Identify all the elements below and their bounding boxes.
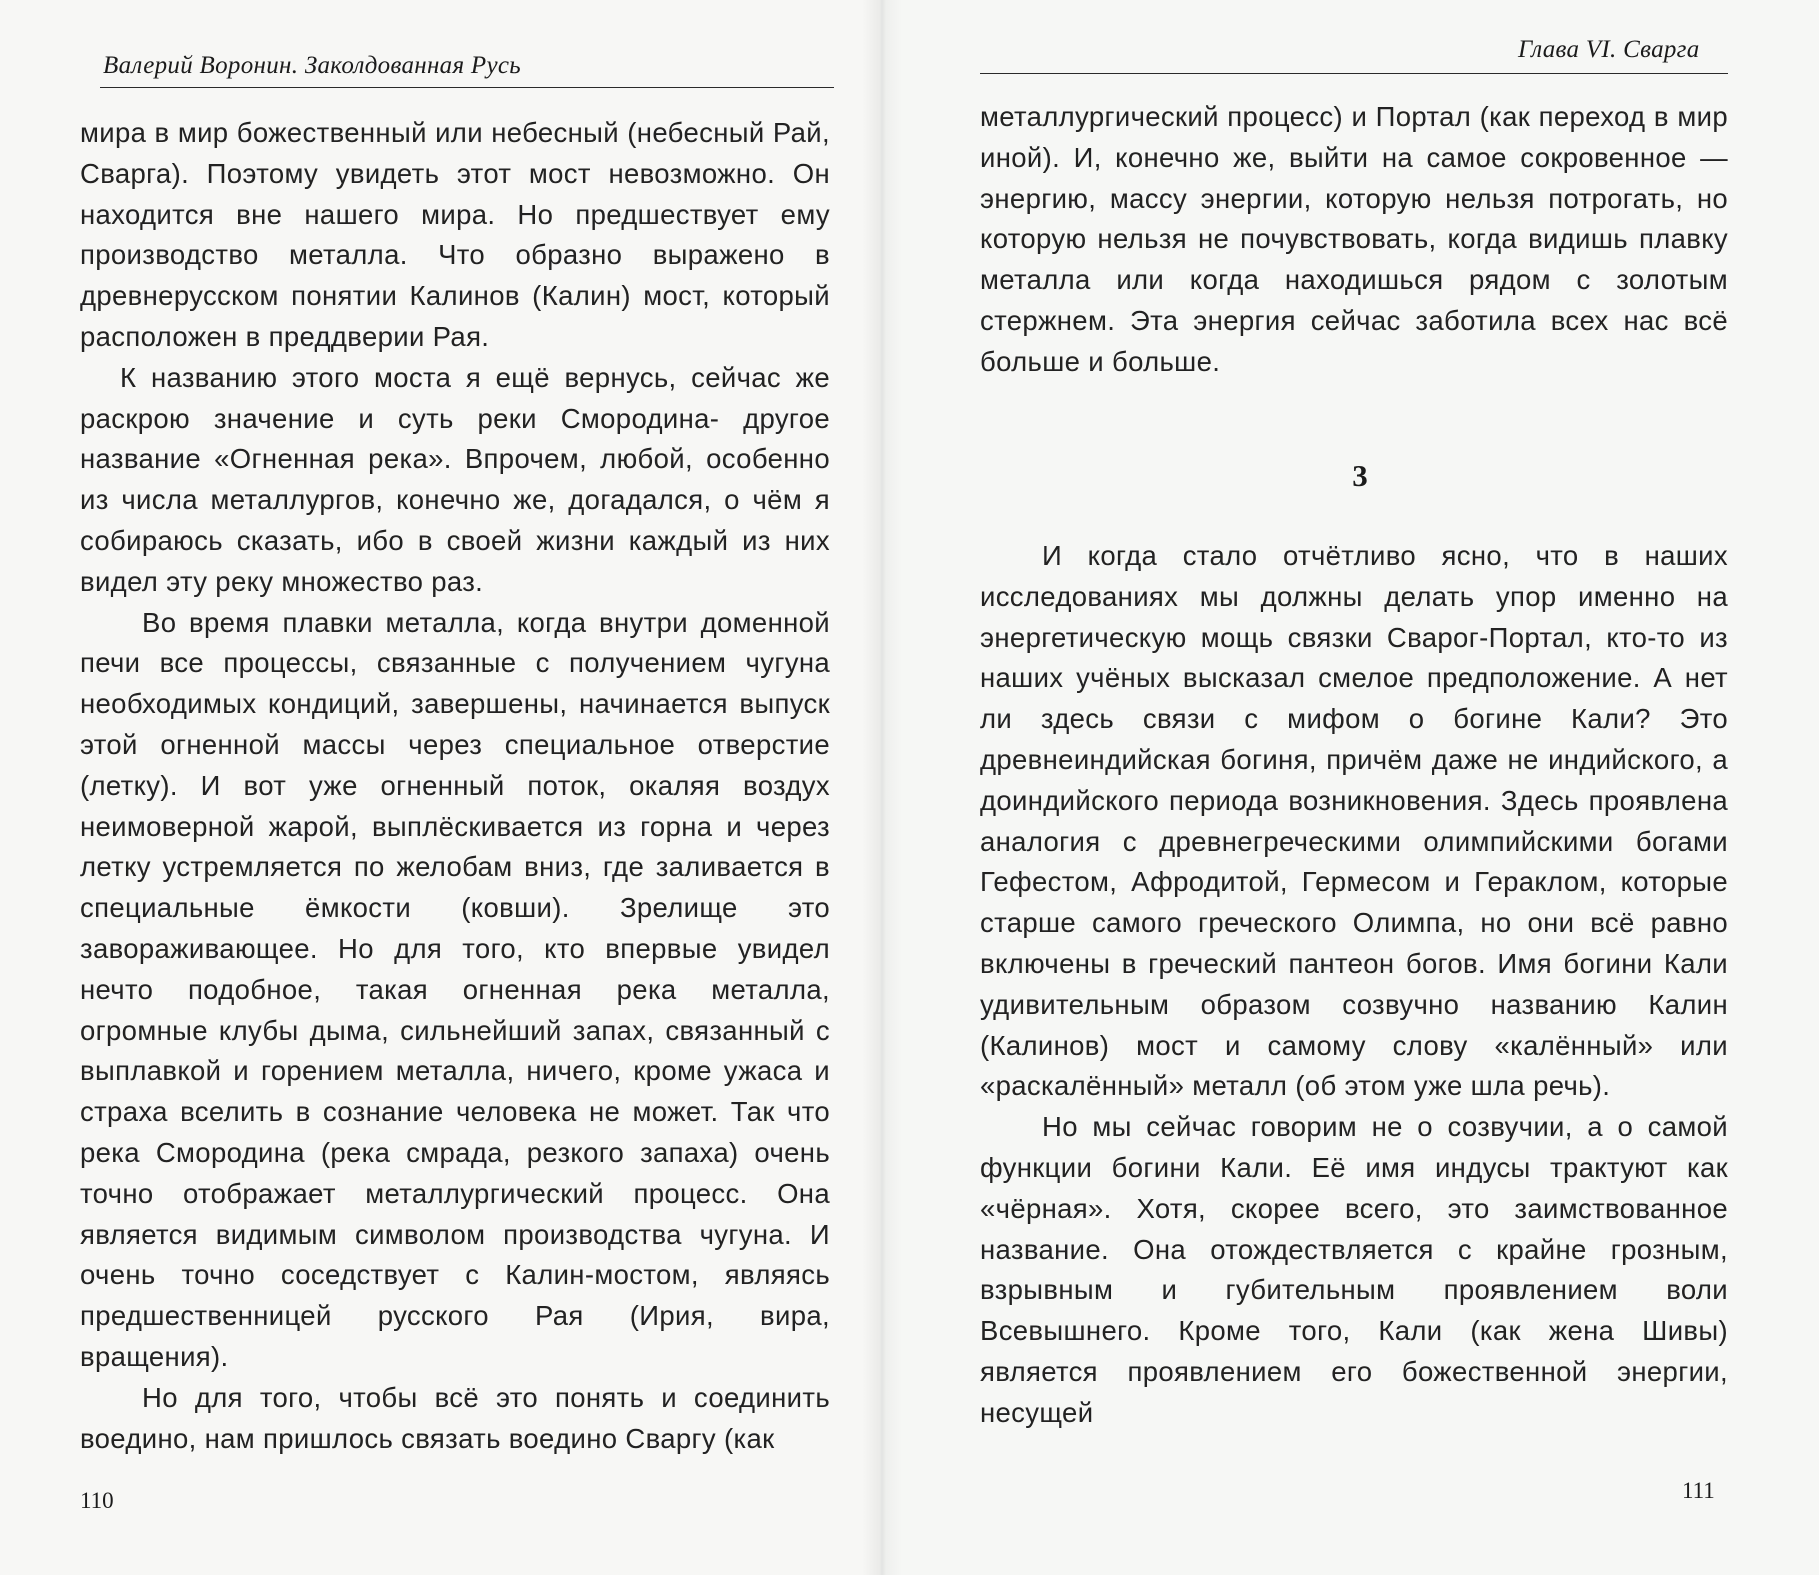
paragraph: И когда стало отчётливо ясно, что в наших исследованиях мы должны делать упор именно на энергетическую мощь связки Сварог-Портал, кто-то из наших учёных высказал смелое предположение. А нет ли здесь связи с мифом о богине Кали? Это древнеиндийская богиня, причём даже не индийского, а доиндийского периода возникновения. Здесь проявлена аналогия с древнегреческими олимпийскими богами Гефестом, Афродитой, Гермесом и Гераклом, которые старше самого греческого Олимпа, но они всё равно включены в греческий пантеон богов. Имя богини Кали удивительным образом созвучно названию Калин (Калинов) мост и самому слову «калённый» или «раскалённый» металл (об этом уже шла речь). (980, 540, 1728, 1102)
page-number-left: 110 (80, 1488, 114, 1513)
section-number: 3 (1352, 458, 1368, 493)
left-page-body (80, 113, 830, 1459)
paragraph: Во время плавки металла, когда внутри доменной печи все процессы, связанные с получением чугуна необходимых кондиций, завершены, начинается выпуск этой огненной массы через специальное отверстие (летку). И вот уже огненный поток, окаляя воздух неимоверной жарой, выплёскивается из горна и через летку устремляется по желобам вниз, где заливается в специальные ёмкости (ковши). Зрелище это завораживающее. Но для того, кто впервые увидел нечто подобное, такая огненная река металла, огромные клубы дыма, сильнейший запах, связанный с выплавкой и горением металла, ничего, кроме ужаса и страха вселить в сознание человека не может. Так что река Смородина (река смрада, резкого запаха) очень точно отображает металлургический процесс. Она является видимым символом производства чугуна. И очень точно соседствует с Калин-мостом, являясь предшественницей русского Рая (Ирия, вира, вращения). (80, 606, 830, 1372)
paragraph: Но для того, чтобы всё это понять и соединить воедино, нам пришлось связать воедино Сваргу (как (80, 1381, 830, 1454)
running-head-right: Глава VI. Сварга (1518, 36, 1700, 63)
right-page-body-bottom (980, 536, 1728, 1434)
paragraph: Но мы сейчас говорим не о созвучии, а о самой функции богини Кали. Её имя индусы трактуют как «чёрная». Хотя, скорее всего, это заимствованное название. Она отождествляется с крайне грозным, взрывным и губительным проявлением воли Всевышнего. Кроме того, Кали (как жена Шивы) является проявлением его божественной энергии, несущей (980, 1111, 1728, 1428)
header-rule-right (980, 73, 1728, 74)
paragraph: металлургический процесс) и Портал (как переход в мир иной). И, конечно же, выйти на самое сокровенное — энергию, массу энергии, которую нельзя потрогать, но которую нельзя не почувствовать, когда видишь плавку металла или когда находишься рядом с золотым стержнем. Эта энергия сейчас заботила всех нас всё больше и больше. (980, 101, 1728, 377)
right-page-body-top (980, 97, 1728, 383)
page-number-right: 111 (1682, 1478, 1715, 1503)
book-spine-shadow (862, 0, 902, 1575)
paragraph: мира в мир божественный или небесный (небесный Рай, Сварга). Поэтому увидеть этот мост невозможно. Он находится вне нашего мира. Но предшествует ему производство металла. Что образно выражено в древнерусском понятии Калинов (Калин) мост, который расположен в преддверии Рая. (80, 117, 830, 352)
paragraph: К названию этого моста я ещё вернусь, сейчас же раскрою значение и суть реки Смородина- другое название «Огненная река». Впрочем, любой, особенно из числа металлургов, конечно же, догадался, о чём я собираюсь сказать, ибо в своей жизни каждый из них видел эту реку множество раз. (80, 361, 830, 597)
header-rule-left (100, 87, 834, 88)
right-page (880, 0, 1819, 1575)
running-head-left: Валерий Воронин. Заколдованная Русь (103, 52, 521, 79)
left-page (0, 0, 880, 1575)
